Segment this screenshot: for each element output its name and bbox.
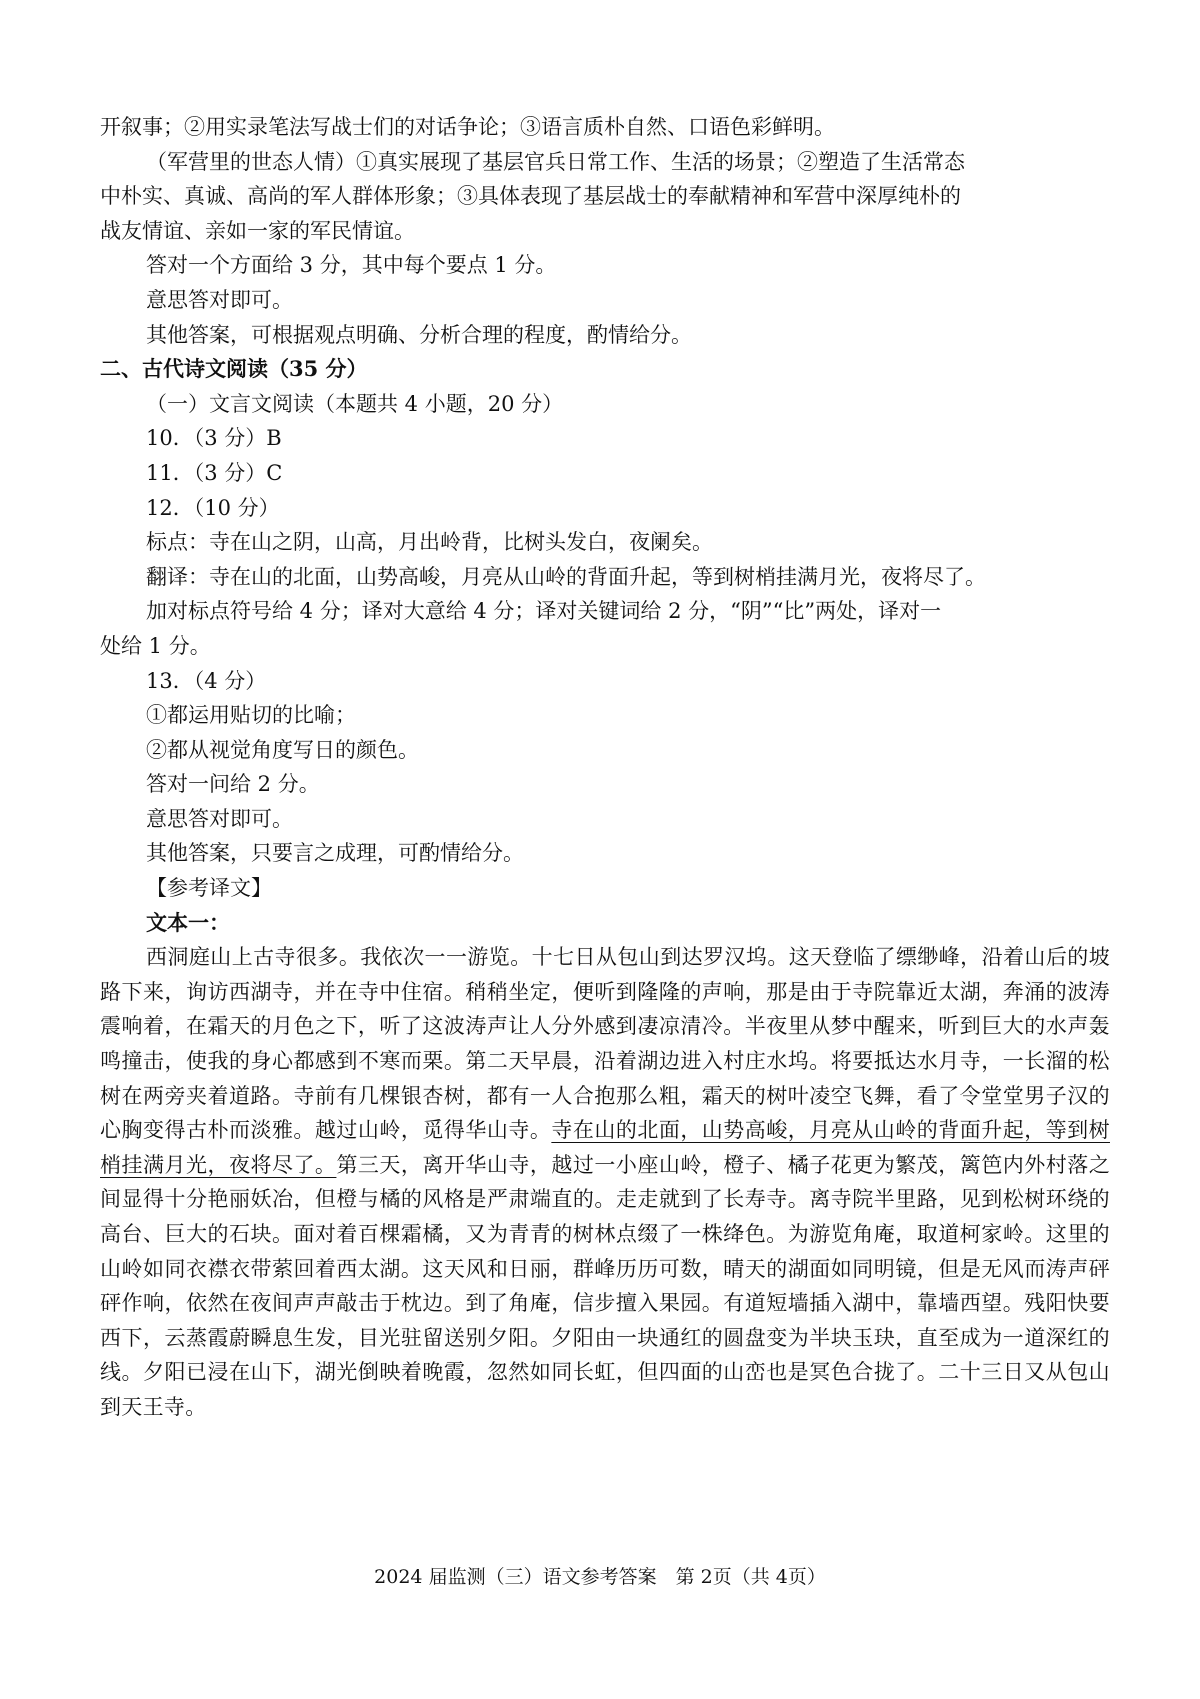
text-line: 答对一问给 2 分。 [146,772,320,797]
underlined-translation: 寺在山的北面，山势高峻，月亮从山岭的背面升起，等到树梢挂满月光，夜将尽了。 [100,1118,1110,1177]
translation-part-2: 第三天，离开华山寺，越过一小座山岭，橙子、橘子花更为繁茂，篱笆内外村落之间显得十分艳丽妖冶，但橙与橘的风格是严肃端直的。走走就到了长寿寺。离寺院半里路，见到松树环绕的高台、巨大的石块。面对着百棵霜橘，又为青青的树林点缀了一株绛色。为游览角庵，取道柯家岭。这里的山岭如同衣襟衣带萦回着西太湖。这天风和日丽，群峰历历可数，晴天的湖面如同明镜，但是无风而涛声砰砰作响，依然在夜间声声敲击于枕边。到了角庵，信步擅入果园。有道短墙插入湖中，靠墙西望。残阳快要西下，云蒸霞蔚瞬息生发，目光驻留送别夕阳。夕阳由一块通红的圆盘变为半块玉玦，直至成为一道深红的线。夕阳已浸在山下，湖光倒映着晚霞，忽然如同长虹，但四面的山峦也是冥色合拢了。二十三日又从包山到天王寺。 [100,1152,1110,1419]
document-body [100,110,1110,1425]
text-line: 加对标点符号给 4 分；译对大意给 4 分；译对关键词给 2 分，“阴”“比”两处，译对一 [146,599,942,624]
text-line: 中朴实、真诚、高尚的军人群体形象；③具体表现了基层战士的奉献精神和军营中深厚纯朴的 [100,184,961,209]
answer-item: 13．（4 分） [146,668,267,693]
text-line: （军营里的世态人情）①真实展现了基层官兵日常工作、生活的场景；②塑造了生活常态 [146,149,965,174]
text-line: 意思答对即可。 [146,806,293,831]
text-line: 其他答案，可根据观点明确、分析合理的程度，酌情给分。 [146,322,692,347]
section-heading: 二、古代诗文阅读（35 分） [100,356,368,382]
answer-item: 11．（3 分）C [146,460,283,485]
text-line: 其他答案，只要言之成理，可酌情给分。 [146,841,524,866]
page-footer: 2024 届监测（三）语文参考答案 第 2页（共 4页） [374,1566,826,1588]
text-line: ①都运用贴切的比喻； [146,703,356,728]
text-line: 标点：寺在山之阴，山高，月出岭背，比树头发白，夜阑矣。 [146,530,713,555]
text-line: 答对一个方面给 3 分，其中每个要点 1 分。 [146,253,557,278]
text-line: 翻译：寺在山的北面，山势高峻，月亮从山岭的背面升起，等到树梢挂满月光，夜将尽了。 [146,564,986,589]
reference-translation-heading: 【参考译文】 [146,876,272,901]
text-line: ②都从视觉角度写日的颜色。 [146,737,419,762]
translation-part-1: 西洞庭山上古寺很多。我依次一一游览。十七日从包山到达罗汉坞。这天登临了缥缈峰，沿着山后的坡路下来，询访西湖寺，并在寺中住宿。稍稍坐定，便听到隆隆的声响，那是由于寺院靠近太湖，奔涌的波涛震响着，在霜天的月色之下，听了这波涛声让人分外感到凄凉清冷。半夜里从梦中醒来，听到巨大的水声轰鸣撞击，使我的身心都感到不寒而栗。第二天早晨，沿着湖边进入村庄水坞。将要抵达水月寺，一长溜的松树在两旁夹着道路。寺前有几棵银杏树，都有一人合抱那么粗，霜天的树叶凌空飞舞，看了令堂堂男子汉的心胸变得古朴而淡雅。越过山岭，觅得华山寺。 [100,945,1110,1143]
text-one-label: 文本一： [146,909,230,935]
answer-item: 10．（3 分）B [146,426,282,451]
translation-paragraph [100,940,1110,1424]
subsection-heading: （一）文言文阅读（本题共 4 小题，20 分） [146,391,564,416]
text-line: 意思答对即可。 [146,287,293,312]
answer-item: 12．（10 分） [146,495,280,520]
text-line: 处给 1 分。 [100,633,211,658]
text-line: 开叙事；②用实录笔法写战士们的对话争论；③语言质朴自然、口语色彩鲜明。 [100,115,835,139]
text-line: 战友情谊、亲如一家的军民情谊。 [100,218,415,243]
